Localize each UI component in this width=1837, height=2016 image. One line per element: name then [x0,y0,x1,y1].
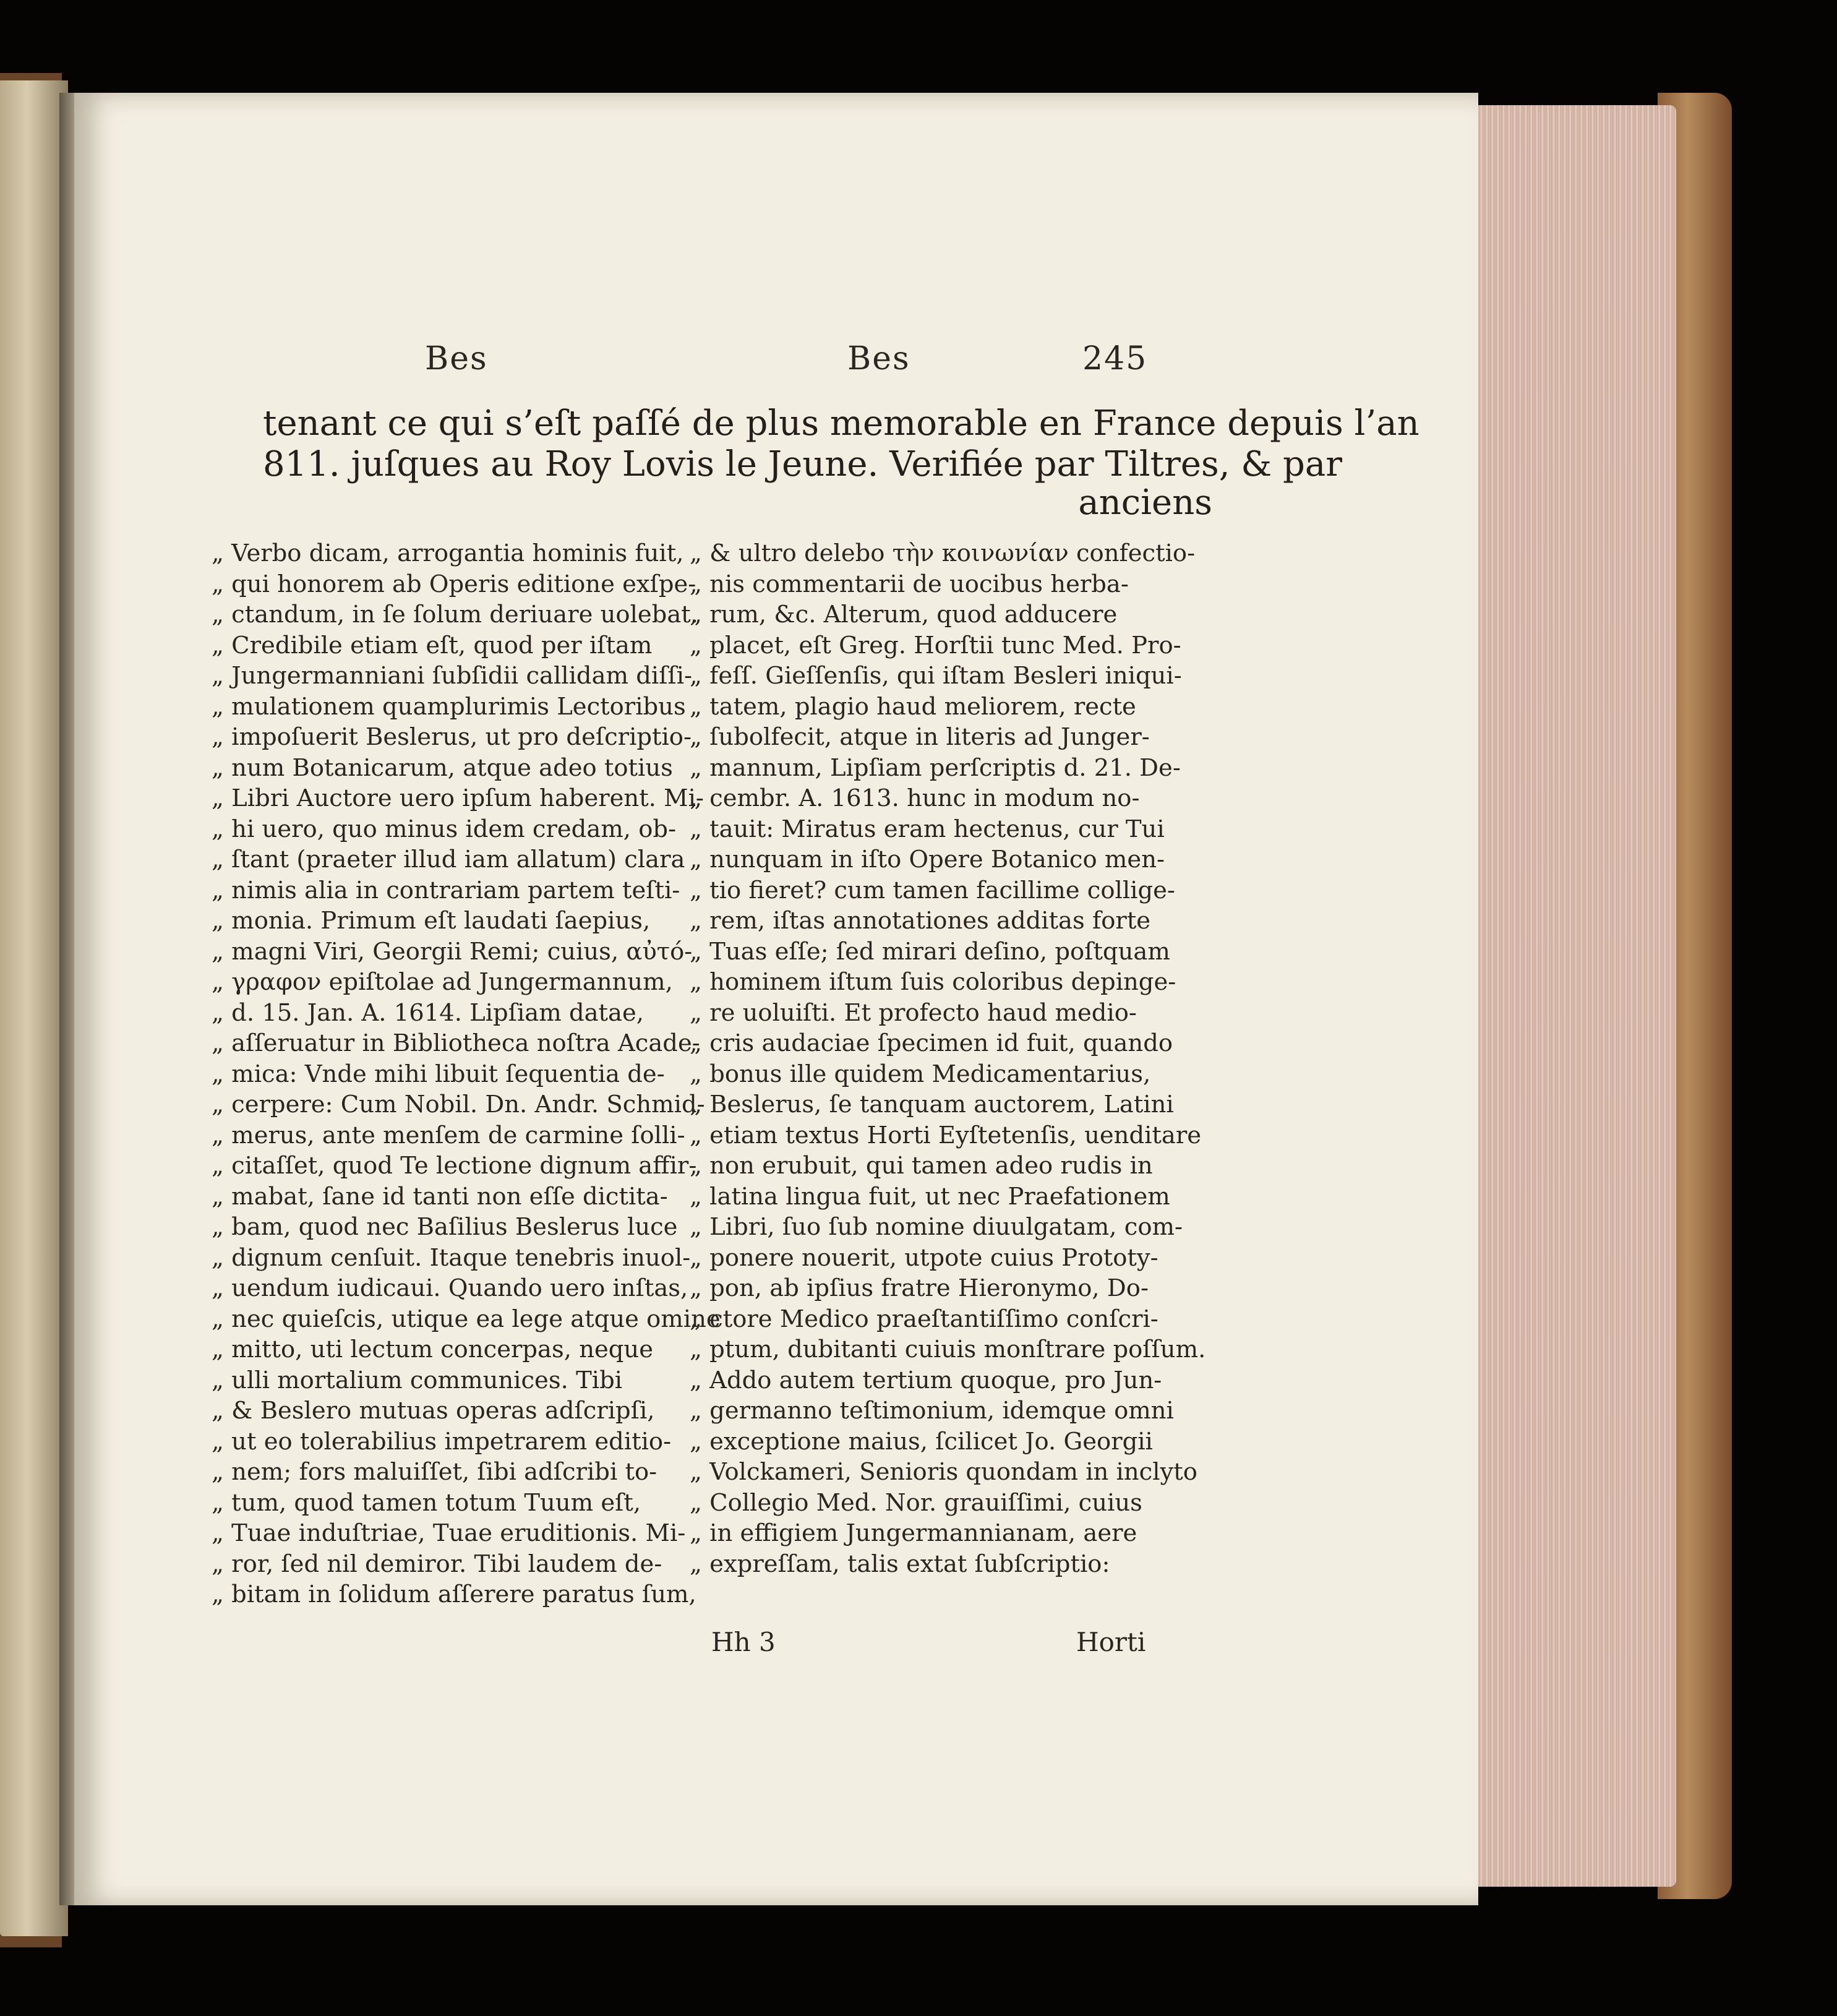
text-line: „ magni Viri, Georgii Remi; cuius, αὐτό- [212,937,693,966]
text-line: „ Addo autem tertium quoque, pro Jun- [690,1366,1162,1394]
text-line: „ Libri Auctore uero ipſum haberent. Mi- [212,784,704,812]
text-line: „ mabat, ſane id tanti non eſſe dictita- [212,1182,668,1211]
text-line: „ Beslerus, ſe tanquam auctorem, Latini [690,1091,1174,1118]
text-line: „ num Botanicarum, atque adeo totius [212,753,673,782]
text-line: „ placet, eſt Greg. Horſtii tunc Med. Pro- [690,631,1181,659]
text-line: „ tauit: Miratus eram hectenus, cur Tui [690,815,1165,843]
text-line: „ Volckameri, Senioris quondam in inclyto [690,1458,1197,1486]
right-text-column [690,538,1206,1579]
page-number: 245 [1082,340,1148,377]
text-line: „ nunquam in iſto Opere Botanico men- [690,846,1165,873]
text-line: „ ponere nouerit, utpote cuius Prototy- [690,1243,1158,1272]
text-line: „ expreſſam, talis extat ſubſcriptio: [690,1550,1110,1578]
text-line: „ in effigiem Jungermannianam, aere [690,1519,1137,1547]
text-line: „ ſtant (praeter illud iam allatum) clara [212,846,685,873]
text-line: „ monia. Primum eſt laudati ſaepius, [212,907,651,935]
text-line: „ ror, ſed nil demiror. Tibi laudem de- [212,1550,662,1578]
text-line: „ etiam textus Horti Eyſtetenſis, uenditare [690,1121,1202,1149]
text-line: „ d. 15. Jan. A. 1614. Lipſiam datae, [212,998,644,1027]
page-fore-edge [1472,105,1676,1887]
text-line: „ citaſſet, quod Te lectione dignum affir- [212,1152,697,1180]
text-line: „ nem; fors maluiſſet, ſibi adſcribi to- [212,1458,657,1486]
text-line: „ mannum, Lipſiam perſcriptis d. 21. De- [690,753,1181,782]
text-line: „ tio fieret? cum tamen facillime collige- [690,876,1175,904]
text-line: „ dignum cenſuit. Itaque tenebris inuol- [212,1243,691,1272]
intro-line-3: anciens [1078,483,1212,523]
text-line: „ nis commentarii de uocibus herba- [690,570,1129,598]
text-line: „ qui honorem ab Operis editione exſpe- [212,570,696,598]
text-line: „ hominem iſtum ſuis coloribus depinge- [690,968,1176,996]
text-line: „ exceptione maius, ſcilicet Jo. Georgii [690,1427,1153,1456]
text-line: „ cerpere: Cum Nobil. Dn. Andr. Schmid- [212,1091,705,1118]
text-line: „ non erubuit, qui tamen adeo rudis in [690,1152,1153,1180]
text-line: „ mica: Vnde mihi libuit ſequentia de- [212,1060,665,1088]
text-line: „ hi uero, quo minus idem credam, ob- [212,815,677,843]
text-line: „ ut eo tolerabilius impetrarem editio- [212,1427,672,1456]
text-line: „ Tuae induſtriae, Tuae eruditionis. Mi- [212,1519,686,1547]
text-line: „ γραφον epiſtolae ad Jungermannum, [212,968,673,996]
text-line: „ rum, &c. Alterum, quod adducere [690,601,1118,628]
text-line: „ ctore Medico praeſtantiſſimo conſcri- [690,1305,1158,1333]
text-line: „ tum, quod tamen totum Tuum eſt, [212,1488,641,1517]
text-line: „ feſſ. Gieſſenſis, qui iſtam Besleri iniqui- [690,662,1182,690]
text-line: „ impoſuerit Beslerus, ut pro deſcriptio- [212,723,692,751]
text-line: „ bam, quod nec Baſilius Beslerus luce [212,1213,678,1241]
text-line: „ mulationem quamplurimis Lectoribus [212,692,686,721]
text-line: „ Tuas eſſe; ſed mirari deſino, poſtquam [690,937,1170,966]
text-line: „ nec quieſcis, utique ea lege atque omine [212,1305,721,1333]
book-page [74,93,1478,1905]
text-line: „ latina lingua fuit, ut nec Praefationem [690,1182,1170,1211]
left-text-column [212,538,721,1610]
text-line: „ germanno teſtimonium, idemque omni [690,1397,1174,1425]
signature-mark: Hh 3 [711,1627,776,1657]
text-line: „ Verbo dicam, arrogantia hominis fuit, [212,539,684,567]
text-line: „ mitto, uti lectum concerpas, neque [212,1336,654,1363]
text-line: „ cembr. A. 1613. hunc in modum no- [690,784,1140,812]
text-line: „ nimis alia in contrariam partem teſti- [212,876,680,904]
text-line: „ tatem, plagio haud meliorem, recte [690,692,1136,721]
text-line: „ Jungermanniani ſubſidii callidam diſſi- [212,662,693,690]
text-line: „ rem, iſtas annotationes additas forte [690,907,1151,935]
text-line: „ bonus ille quidem Medicamentarius, [690,1060,1151,1088]
left-page-edge [0,80,68,1936]
text-line: „ Credibile etiam eſt, quod per iſtam [212,631,653,659]
text-line: „ cris audaciae ſpecimen id fuit, quando [690,1029,1173,1057]
text-line: „ uendum iudicaui. Quando uero inſtas, [212,1274,688,1302]
intro-line-2: 811. juſques au Roy Lovis le Jeune. Verifiée par Tiltres, & par [263,444,1343,484]
text-line: „ re uoluiſti. Et profecto haud medio- [690,998,1137,1027]
text-line: „ aſſeruatur in Bibliotheca noſtra Acade- [212,1029,700,1057]
text-line: „ merus, ante menſem de carmine ſolli- [212,1121,685,1149]
text-line: „ & Beslero mutuas operas adſcripſi, [212,1397,655,1425]
running-head-left: Bes [425,340,488,377]
catchword: Horti [1076,1627,1146,1657]
text-line: „ ptum, dubitanti cuiuis monſtrare poſſum. [690,1336,1206,1363]
intro-line-1: tenant ce qui s’eſt paſſé de plus memorable en France depuis l’an [263,403,1419,444]
text-line: „ ulli mortalium communices. Tibi [212,1366,623,1394]
text-line: „ pon, ab ipſius fratre Hieronymo, Do- [690,1274,1149,1302]
text-line: „ ctandum, in ſe ſolum deriuare uolebat. [212,601,698,628]
running-head-center: Bes [847,340,910,377]
text-line: „ ſubolfecit, atque in literis ad Junger- [690,723,1150,751]
text-line: „ bitam in ſolidum aſſerere paratus ſum, [212,1581,696,1608]
text-line: „ & ultro delebo τὴν κοινωνίαν confectio- [690,539,1196,567]
text-line: „ Libri, ſuo ſub nomine diuulgatam, com- [690,1213,1183,1241]
text-line: „ Collegio Med. Nor. grauiſſimi, cuius [690,1488,1142,1517]
